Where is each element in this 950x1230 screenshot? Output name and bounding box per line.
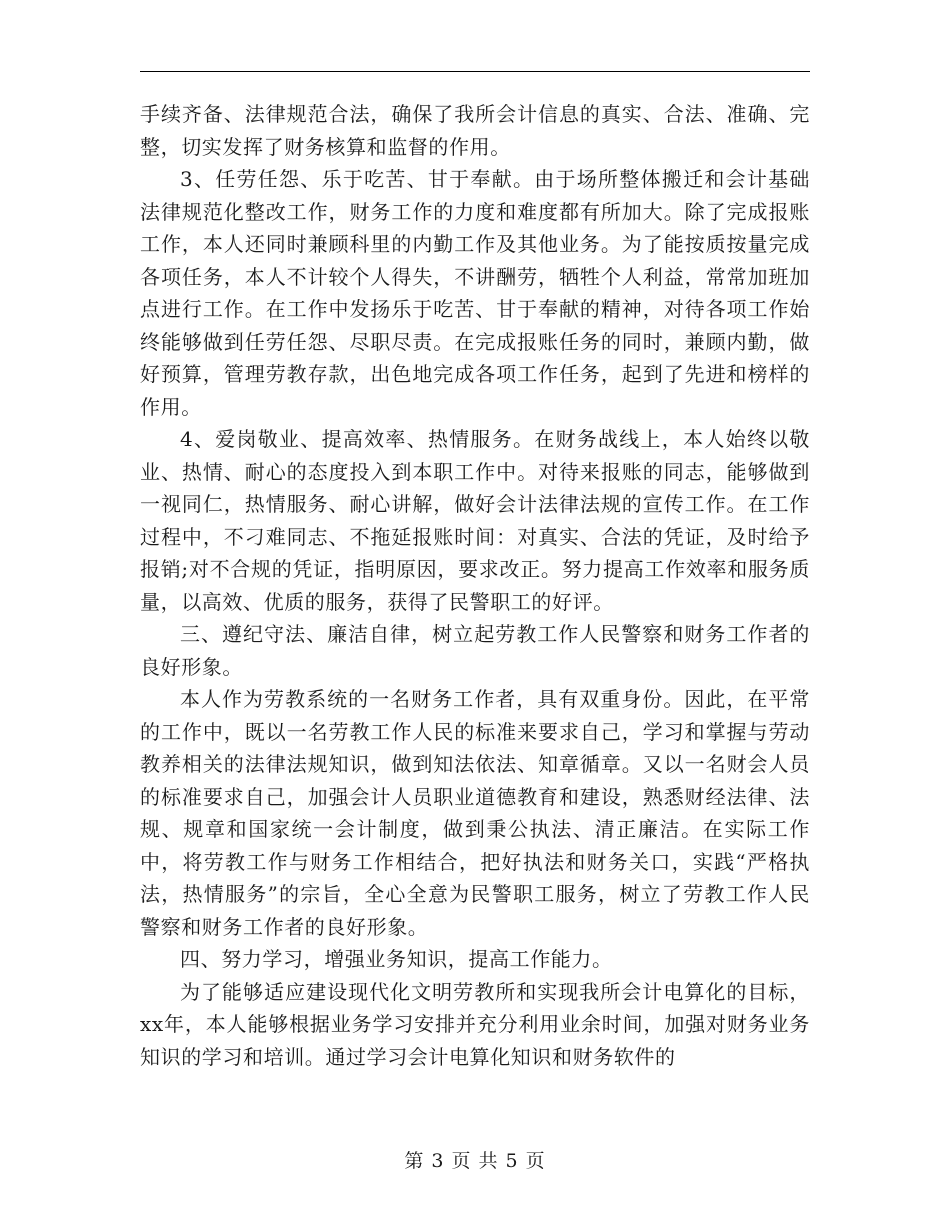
paragraph-3: 4、爱岗敬业、提高效率、热情服务。在财务战线上，本人始终以敬业、热情、耐心的态度投入到本职工作中。对待来报账的同志，能够做到一视同仁，热情服务、耐心讲解，做好会计法律法规的宣传工作。在工作过程中，不刁难同志、不拖延报账时间：对真实、合法的凭证，及时给予报销;对不合规的凭证，指明原因，要求改正。努力提高工作效率和服务质量，以高效、优质的服务，获得了民警职工的好评。: [140, 427, 810, 614]
paragraph-7: 为了能够适应建设现代化文明劳教所和实现我所会计电算化的目标，xx年，本人能够根据业务学习安排并充分利用业余时间，加强对财务业务知识的学习和培训。通过学习会计电算化知识和财务软件的: [140, 979, 810, 1069]
header-rule: [140, 71, 810, 72]
section-heading-4: 四、努力学习，增强业务知识，提高工作能力。: [180, 947, 613, 971]
paragraph-2: 3、任劳任怨、乐于吃苦、甘于奉献。由于场所整体搬迁和会计基础法律规范化整改工作，财务工作的力度和难度都有所加大。除了完成报账工作，本人还同时兼顾科里的内勤工作及其他业务。为了能按质按量完成各项任务，本人不计较个人得失，不讲酬劳，牺牲个人利益，常常加班加点进行工作。在工作中发扬乐于吃苦、甘于奉献的精神，对待各项工作始终能够做到任劳任怨、尽职尽责。在完成报账任务的同时，兼顾内勤，做好预算，管理劳教存款，出色地完成各项工作任务，起到了先进和榜样的作用。: [140, 167, 810, 419]
page-footer: 第 3 页 共 5 页: [404, 1150, 546, 1172]
paragraph-1: 手续齐备、法律规范合法，确保了我所会计信息的真实、合法、准确、完整，切实发挥了财务核算和监督的作用。: [140, 102, 810, 159]
document-body: [140, 98, 810, 1073]
paragraph-5: 本人作为劳教系统的一名财务工作者，具有双重身份。因此，在平常的工作中，既以一名劳教工作人民的标准来要求自己，学习和掌握与劳动教养相关的法律法规知识，做到知法依法、知章循章。又以一名财会人员的标准要求自己，加强会计人员职业道德教育和建设，熟悉财经法律、法规、规章和国家统一会计制度，做到秉公执法、清正廉洁。在实际工作中，将劳教工作与财务工作相结合，把好执法和财务关口，实践“严格执法，热情服务”的宗旨，全心全意为民警职工服务，树立了劳教工作人民警察和财务工作者的良好形象。: [140, 687, 810, 939]
section-heading-3: 三、遵纪守法、廉洁自律，树立起劳教工作人民警察和财务工作者的良好形象。: [140, 622, 810, 679]
